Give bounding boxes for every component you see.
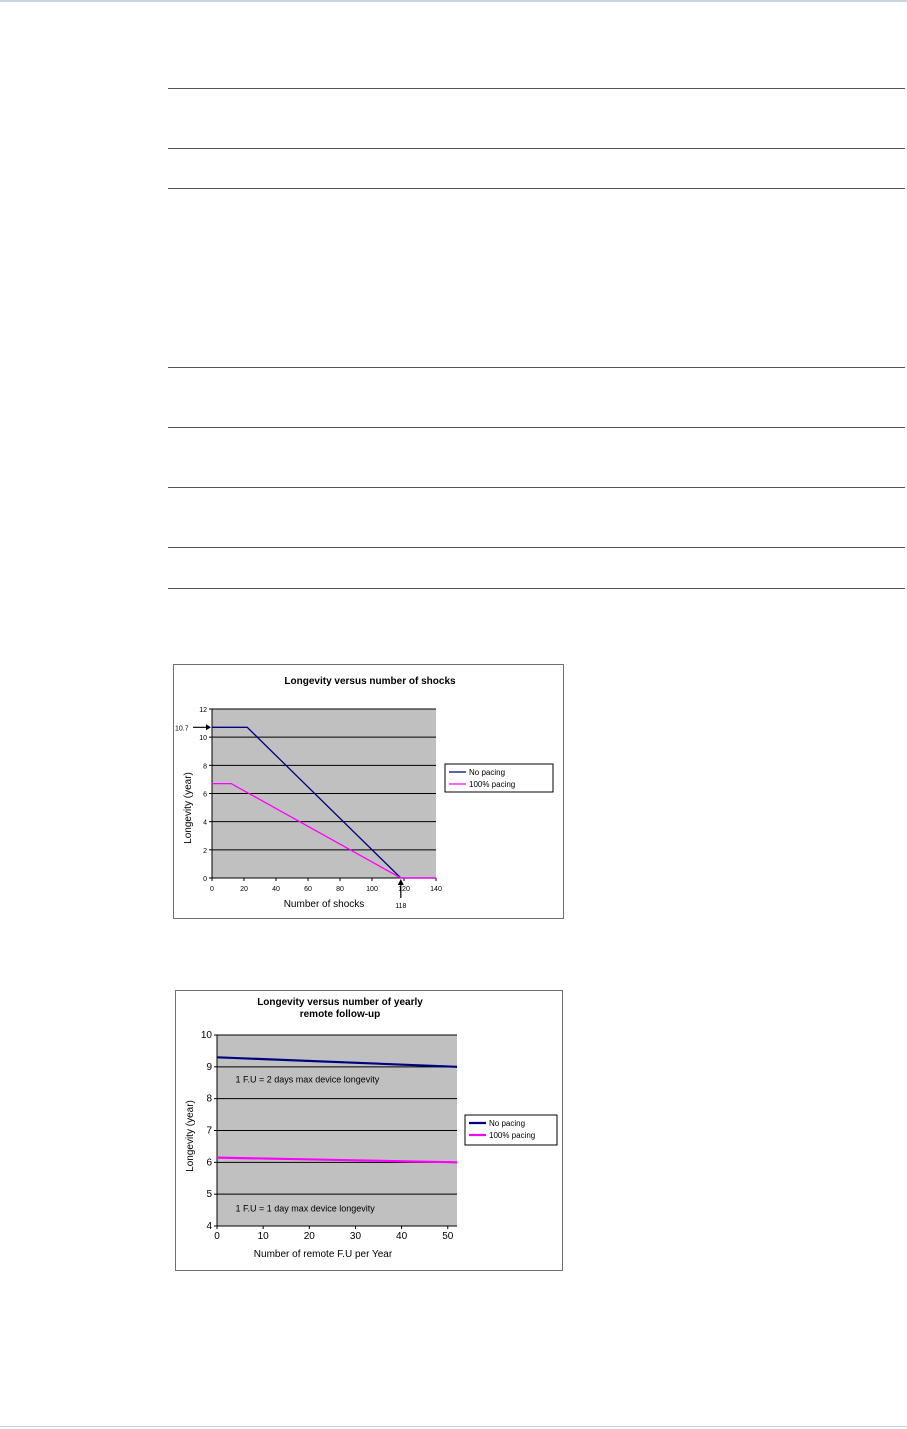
x-tick-label: 100	[366, 886, 378, 893]
y-tick-label: 9	[206, 1061, 212, 1073]
chart-title-line-1: Longevity versus number of yearly	[257, 997, 423, 1008]
x-tick-label: 120	[398, 886, 410, 893]
x-axis-label: Number of shocks	[283, 899, 365, 910]
table-rule	[168, 547, 905, 548]
x-axis-label: Number of remote F.U per Year	[253, 1249, 393, 1260]
y-tick-label: 4	[206, 1221, 212, 1232]
annotation-x-value: 118	[395, 903, 407, 910]
table-rule	[168, 427, 905, 428]
x-tick-label: 0	[210, 886, 214, 893]
legend-label-1: No pacing	[489, 1119, 526, 1128]
x-tick-label: 140	[430, 886, 442, 893]
x-tick-label: 10	[257, 1231, 269, 1242]
y-tick-label: 10	[199, 735, 207, 743]
x-tick-label: 30	[349, 1231, 362, 1242]
x-tick-label: 20	[240, 886, 248, 893]
table-rule	[168, 148, 905, 149]
page-top-border	[0, 0, 907, 2]
shocks-longevity-chart	[173, 664, 564, 919]
table-rule	[168, 367, 905, 368]
legend-label-2: 100% pacing	[489, 1131, 536, 1140]
annotation-y-value: 10.7	[175, 725, 189, 733]
followup-chart-svg	[176, 991, 564, 1272]
y-tick-label: 8	[203, 763, 207, 771]
x-tick-label: 60	[304, 886, 312, 893]
x-tick-label: 20	[303, 1231, 315, 1242]
annotation-arrow-head	[206, 724, 211, 730]
table-rule	[168, 487, 905, 488]
y-tick-label: 0	[203, 876, 207, 883]
chart-title: Longevity versus number of shocks	[284, 676, 456, 687]
x-tick-label: 80	[336, 886, 344, 893]
y-tick-label: 12	[199, 707, 207, 714]
y-tick-label: 10	[200, 1030, 212, 1041]
annotation-arrow-head	[398, 879, 404, 885]
y-tick-label: 8	[206, 1093, 212, 1105]
shocks-chart-svg	[174, 665, 565, 920]
y-tick-label: 6	[206, 1157, 212, 1169]
series-annotation: 1 F.U = 2 days max device longevity	[235, 1074, 380, 1085]
y-tick-label: 5	[206, 1189, 212, 1201]
series-annotation: 1 F.U = 1 day max device longevity	[235, 1203, 375, 1214]
x-tick-label: 40	[272, 886, 280, 893]
x-tick-label: 40	[396, 1231, 408, 1242]
y-axis-label: Longevity (year)	[183, 772, 194, 844]
y-tick-label: 6	[203, 791, 207, 799]
legend-label-1: No pacing	[469, 768, 506, 777]
x-tick-label: 50	[442, 1231, 454, 1242]
table-rule	[168, 588, 905, 589]
chart-title-line-2: remote follow-up	[299, 1009, 381, 1020]
table-rule	[168, 188, 905, 189]
x-tick-label: 0	[214, 1231, 220, 1242]
table-rule	[168, 88, 905, 89]
legend-label-2: 100% pacing	[469, 780, 516, 789]
remote-followup-longevity-chart	[175, 990, 563, 1271]
y-tick-label: 4	[203, 819, 207, 827]
y-tick-label: 2	[203, 847, 207, 855]
y-tick-label: 7	[206, 1125, 212, 1137]
y-axis-label: Longevity (year)	[185, 1100, 196, 1172]
page-bottom-border	[0, 1426, 907, 1427]
